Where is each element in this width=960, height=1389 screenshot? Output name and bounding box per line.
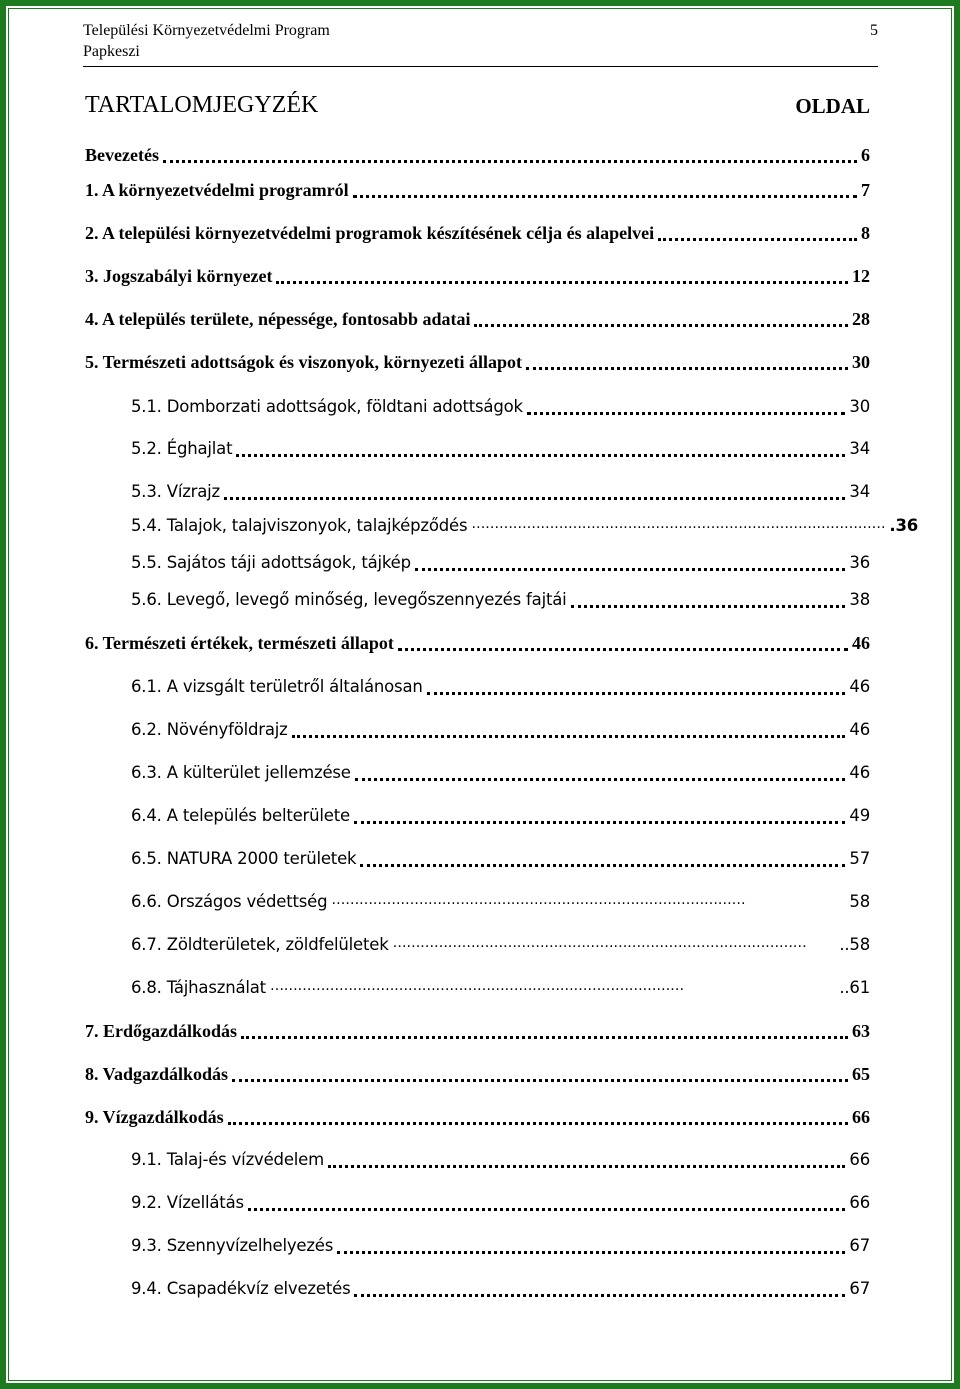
toc-entry-label: 6.6. Országos védettség	[131, 892, 328, 911]
toc-entry-label: 9.4. Csapadékvíz elvezetés	[131, 1279, 351, 1298]
toc-entry[interactable]	[85, 175, 870, 201]
toc-entry-label: 6.3. A külterület jellemzése	[131, 763, 351, 782]
toc-entry-label: 6.5. NATURA 2000 területek	[131, 849, 357, 868]
toc-entry[interactable]	[131, 392, 870, 418]
dot-leader	[276, 281, 848, 284]
toc-entry[interactable]	[131, 548, 870, 574]
toc-entry-page: 57	[849, 849, 870, 868]
toc-entry-label: 5.1. Domborzati adottságok, földtani adottságok	[131, 397, 523, 416]
header-page-number: 5	[870, 22, 878, 39]
toc-entry[interactable]	[85, 1016, 870, 1042]
toc-entry-page: 63	[852, 1021, 870, 1041]
toc-entry-page: 46	[849, 763, 870, 782]
toc-entry-label: 6. Természeti értékek, természeti állapot	[85, 633, 394, 653]
toc-entry[interactable]	[131, 758, 870, 784]
dot-leader	[571, 605, 846, 608]
toc-entry-label: 9.3. Szennyvízelhelyezés	[131, 1236, 334, 1255]
toc-entry[interactable]	[131, 887, 870, 913]
dot-leader	[228, 1122, 848, 1125]
dot-leader	[398, 648, 848, 651]
toc-entry[interactable]	[85, 304, 870, 330]
toc-entry[interactable]	[85, 140, 870, 166]
toc-entry-page: 8	[861, 223, 870, 243]
toc-entry-page: 58	[849, 892, 870, 911]
toc-entry-page: 66	[849, 1193, 870, 1212]
toc-entry-page: 30	[852, 352, 870, 372]
toc-entry-label: 3. Jogszabályi környezet	[85, 266, 273, 286]
toc-entry[interactable]	[131, 1145, 870, 1171]
ellipsis-leader: ………………………………………………………………………………	[331, 892, 746, 908]
toc-entry[interactable]	[131, 930, 870, 956]
toc-entry-label: 9.2. Vízellátás	[131, 1193, 244, 1212]
toc-entry-label: 6.4. A település belterülete	[131, 806, 350, 825]
toc-entry[interactable]	[131, 511, 919, 537]
toc-entry[interactable]	[131, 1231, 870, 1257]
toc-entry-page: .36	[889, 516, 919, 535]
toc-entry-label: 1. A környezetvédelmi programról	[85, 180, 349, 200]
toc-entry-label: 5.4. Talajok, talajviszonyok, talajképződés	[131, 516, 468, 535]
toc-entry[interactable]	[85, 1059, 870, 1085]
toc-entry-page: 65	[852, 1064, 870, 1084]
toc-entry-label: 8. Vadgazdálkodás	[85, 1064, 229, 1084]
toc-entry-page: 46	[849, 720, 870, 739]
toc-entry-page: 36	[849, 553, 870, 572]
toc-entry-page: 7	[861, 180, 870, 200]
dot-leader	[353, 195, 857, 198]
dot-leader	[248, 1208, 846, 1211]
ellipsis-leader: ………………………………………………………………………………	[269, 978, 684, 994]
toc-entry-page: 49	[849, 806, 870, 825]
toc-entry-page: 66	[852, 1107, 870, 1127]
dot-leader	[328, 1165, 845, 1168]
dot-leader	[241, 1036, 848, 1039]
toc-entry[interactable]	[131, 434, 870, 460]
toc-entry[interactable]	[85, 218, 870, 244]
toc-entry-page: 34	[849, 439, 870, 458]
toc-entry[interactable]	[85, 628, 870, 654]
toc-entry-label: 6.8. Tájhasználat	[131, 978, 266, 997]
toc-entry[interactable]	[85, 1102, 870, 1128]
dot-leader	[224, 497, 845, 500]
dot-leader	[232, 1079, 848, 1082]
toc-entry[interactable]	[131, 672, 870, 698]
toc-entry[interactable]	[85, 347, 870, 373]
dot-leader	[292, 735, 846, 738]
dot-leader	[354, 1294, 845, 1297]
toc-entry-label: 9.1. Talaj-és vízvédelem	[131, 1150, 324, 1169]
toc-entry[interactable]	[131, 715, 870, 741]
dot-leader	[354, 821, 845, 824]
dot-leader	[427, 692, 846, 695]
toc-entry-page: 28	[852, 309, 870, 329]
toc-title: TARTALOMJEGYZÉK	[85, 92, 319, 118]
toc-entry-page: 67	[849, 1236, 870, 1255]
toc-entry[interactable]	[85, 261, 870, 287]
dot-leader	[526, 367, 848, 370]
toc-entry-label: 6.7. Zöldterületek, zöldfelületek	[131, 935, 389, 954]
toc-entry[interactable]	[131, 801, 870, 827]
toc-entry-label: 9. Vízgazdálkodás	[85, 1107, 224, 1127]
toc-entry-page: 34	[849, 482, 870, 501]
toc-entry[interactable]	[131, 973, 870, 999]
toc-entry-page: 67	[849, 1279, 870, 1298]
toc-entry-label: 5.5. Sajátos táji adottságok, tájkép	[131, 553, 411, 572]
toc-entry[interactable]	[131, 585, 870, 611]
dot-leader	[163, 160, 857, 163]
toc-entry[interactable]	[131, 1188, 870, 1214]
page-header	[83, 20, 878, 67]
dot-leader	[337, 1251, 845, 1254]
toc-entry-label: 5.3. Vízrajz	[131, 482, 221, 501]
dot-leader	[474, 324, 848, 327]
dot-leader	[658, 238, 857, 241]
toc-entry-page: 38	[849, 590, 870, 609]
toc-entry-label: 4. A település területe, népessége, fontosabb adatai	[85, 309, 471, 329]
header-subtitle: Papkeszi	[83, 43, 140, 60]
toc-entry-label: 5.6. Levegő, levegő minőség, levegőszennyezés fajtái	[131, 590, 567, 609]
toc-entry-page: 66	[849, 1150, 870, 1169]
toc-entry[interactable]	[131, 1274, 870, 1300]
toc-entry-label: 6.2. Növényföldrajz	[131, 720, 288, 739]
toc-entry-label: 5.2. Éghajlat	[131, 439, 233, 458]
dot-leader	[415, 568, 845, 571]
toc-entry-label: 7. Erdőgazdálkodás	[85, 1021, 238, 1041]
toc-entry-page: 6	[861, 145, 870, 165]
toc-entry-page: ..61	[839, 978, 870, 997]
dot-leader	[360, 864, 845, 867]
header-title: Települési Környezetvédelmi Program	[83, 22, 330, 39]
toc-entry-label: Bevezetés	[85, 145, 159, 165]
toc-entry-page: 46	[849, 677, 870, 696]
toc-entry[interactable]	[131, 477, 870, 503]
toc-entry-label: 6.1. A vizsgált területről általánosan	[131, 677, 423, 696]
toc-page-column-label: OLDAL	[795, 94, 870, 118]
toc-entry-page: ..58	[839, 935, 870, 954]
toc-entry-page: 46	[852, 633, 870, 653]
ellipsis-leader: ………………………………………………………………………………	[392, 935, 807, 951]
toc-entry-label: 5. Természeti adottságok és viszonyok, környezeti állapot	[85, 352, 522, 372]
dot-leader	[527, 412, 846, 415]
dot-leader	[355, 778, 846, 781]
toc-entry-label: 2. A települési környezetvédelmi programok készítésének célja és alapelvei	[85, 223, 655, 243]
toc-entry-page: 12	[852, 266, 870, 286]
toc-entry-page: 30	[849, 397, 870, 416]
dot-leader	[236, 454, 845, 457]
toc-entry[interactable]	[131, 844, 870, 870]
ellipsis-leader: ………………………………………………………………………………	[471, 516, 886, 532]
